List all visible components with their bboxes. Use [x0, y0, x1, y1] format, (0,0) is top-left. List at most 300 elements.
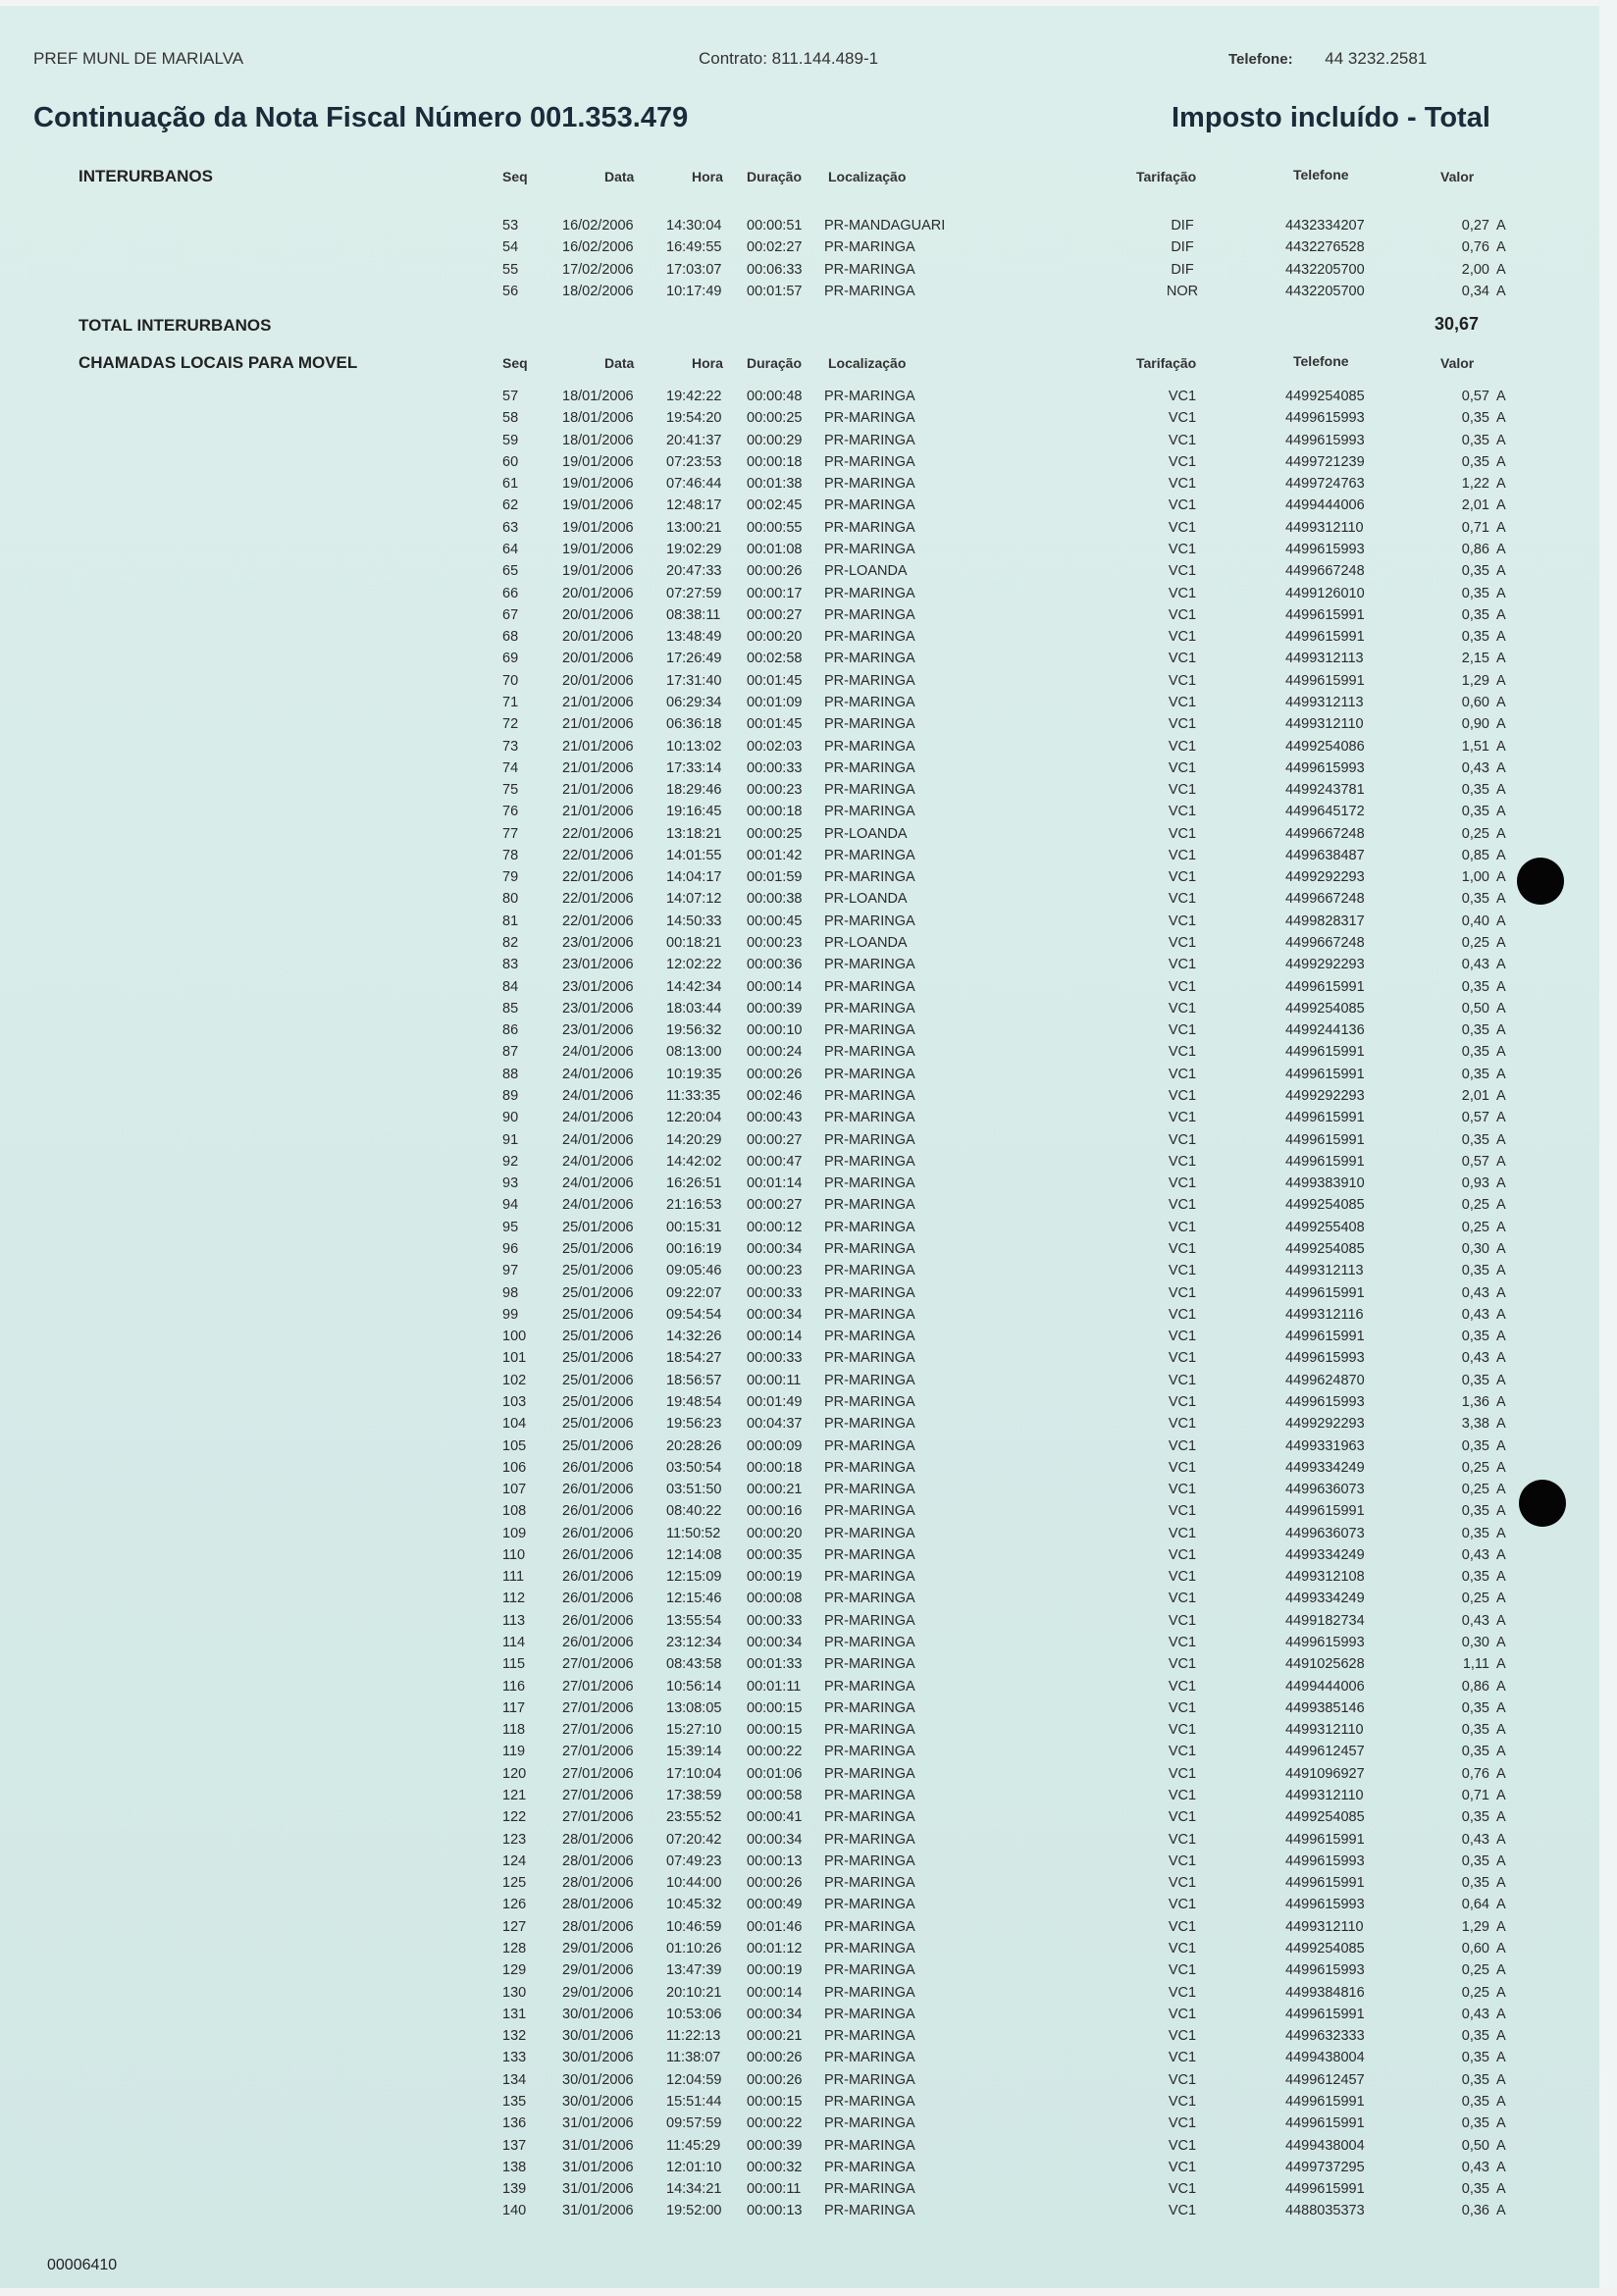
cell-date: 24/01/2006 [562, 1088, 634, 1104]
cell-value: 0,35 [1461, 1722, 1489, 1739]
cell-flag: A [1496, 563, 1506, 580]
cell-date: 18/01/2006 [562, 389, 634, 404]
cell-time: 20:47:33 [666, 563, 722, 580]
cell-tariff: VC1 [1168, 2203, 1197, 2219]
cell-phone: 4499724763 [1285, 476, 1365, 493]
cell-location: PR-MARINGA [824, 1525, 915, 1541]
cell-flag: A [1496, 1831, 1506, 1848]
cell-value: 0,93 [1461, 1175, 1489, 1192]
cell-duration: 00:00:15 [747, 2093, 803, 2110]
cell-flag: A [1496, 1022, 1506, 1039]
cell-value: 0,35 [1461, 2093, 1489, 2110]
table-row [0, 713, 1617, 735]
cell-value: 0,35 [1461, 1525, 1489, 1541]
table-row [0, 1544, 1617, 1566]
cell-tariff: VC1 [1168, 1765, 1197, 1782]
cell-time: 11:33:35 [666, 1088, 721, 1104]
cell-value: 0,35 [1461, 1875, 1489, 1892]
cell-tariff: VC1 [1168, 1852, 1197, 1869]
cell-seq: 71 [502, 694, 519, 710]
col-duration: Duração [747, 355, 803, 371]
cell-seq: 56 [502, 283, 519, 299]
cell-tariff: NOR [1166, 283, 1199, 299]
table-row [0, 1938, 1617, 1959]
cell-flag: A [1496, 935, 1506, 952]
cell-flag: A [1496, 847, 1506, 863]
cell-location: PR-MANDAGUARI [824, 218, 946, 234]
cell-phone: 4499615991 [1285, 1831, 1365, 1848]
cell-value: 0,60 [1461, 1940, 1489, 1957]
cell-date: 28/01/2006 [562, 1897, 634, 1913]
table-row [0, 215, 1617, 236]
cell-seq: 116 [502, 1678, 526, 1695]
cell-flag: A [1496, 1350, 1506, 1367]
cell-value: 3,38 [1461, 1416, 1489, 1433]
cell-seq: 130 [502, 1984, 527, 2001]
col-value: Valor [1440, 169, 1475, 184]
cell-duration: 00:00:19 [747, 1962, 803, 1979]
cell-phone: 4499638487 [1285, 847, 1365, 863]
cell-seq: 115 [502, 1656, 526, 1673]
cell-tariff: VC1 [1168, 782, 1197, 799]
cell-flag: A [1496, 804, 1506, 820]
cell-value: 0,50 [1461, 1000, 1489, 1017]
cell-value: 1,11 [1462, 1656, 1489, 1673]
cell-phone: 4499444006 [1285, 1678, 1365, 1695]
cell-value: 0,86 [1461, 1678, 1489, 1695]
cell-location: PR-MARINGA [824, 606, 915, 623]
cell-location: PR-MARINGA [824, 672, 915, 689]
cell-location: PR-MARINGA [824, 1744, 915, 1760]
cell-date: 19/01/2006 [562, 476, 634, 493]
cell-location: PR-LOANDA [824, 935, 908, 952]
cell-phone: 4499331963 [1285, 1437, 1365, 1454]
cell-phone: 4499312110 [1285, 716, 1364, 733]
cell-value: 0,35 [1461, 1066, 1489, 1082]
table-row [0, 648, 1617, 669]
cell-duration: 00:00:10 [747, 1022, 803, 1039]
cell-tariff: VC1 [1168, 1000, 1197, 1017]
locais-movel-table [0, 386, 1617, 2222]
cell-time: 21:16:53 [666, 1197, 722, 1214]
cell-flag: A [1496, 1962, 1506, 1979]
cell-value: 0,43 [1461, 957, 1489, 973]
cell-duration: 00:00:33 [747, 1284, 803, 1301]
cell-time: 11:45:29 [666, 2137, 721, 2154]
cell-flag: A [1496, 2071, 1506, 2088]
cell-date: 26/01/2006 [562, 1591, 634, 1607]
cell-seq: 75 [502, 782, 519, 799]
cell-flag: A [1496, 519, 1506, 536]
cell-time: 17:38:59 [666, 1788, 722, 1803]
cell-flag: A [1496, 1219, 1506, 1235]
table-row [0, 1785, 1617, 1806]
cell-value: 0,64 [1461, 1897, 1489, 1913]
col-seq: Seq [502, 355, 528, 371]
cell-tariff: VC1 [1168, 672, 1197, 689]
cell-tariff: VC1 [1168, 738, 1197, 755]
table-row [0, 1238, 1617, 1260]
table-row [0, 430, 1617, 451]
table-row [0, 888, 1617, 910]
cell-seq: 54 [502, 239, 519, 256]
cell-time: 07:23:53 [666, 453, 722, 470]
cell-time: 10:45:32 [666, 1897, 722, 1913]
cell-location: PR-MARINGA [824, 1984, 915, 2001]
cell-date: 24/01/2006 [562, 1044, 634, 1061]
cell-tariff: VC1 [1168, 1284, 1197, 1301]
col-tariff: Tarifação [1136, 169, 1197, 184]
cell-flag: A [1496, 1482, 1506, 1498]
cell-duration: 00:02:46 [747, 1088, 803, 1104]
cell-location: PR-MARINGA [824, 847, 915, 863]
cell-time: 19:42:22 [666, 389, 722, 404]
cell-date: 31/01/2006 [562, 2159, 634, 2175]
cell-value: 0,43 [1461, 2006, 1489, 2022]
cell-phone: 4499636073 [1285, 1525, 1365, 1541]
table-row [0, 1806, 1617, 1828]
cell-duration: 00:00:23 [747, 1263, 803, 1279]
cell-duration: 00:00:49 [747, 1897, 803, 1913]
cell-time: 12:15:09 [666, 1569, 722, 1586]
cell-seq: 79 [502, 869, 519, 886]
table-row [0, 1894, 1617, 1915]
cell-seq: 97 [502, 1263, 519, 1279]
cell-seq: 53 [502, 218, 519, 234]
cell-flag: A [1496, 497, 1506, 514]
cell-seq: 96 [502, 1240, 519, 1257]
cell-time: 13:00:21 [666, 519, 722, 536]
cell-value: 0,35 [1461, 1852, 1489, 1869]
cell-duration: 00:00:09 [747, 1437, 803, 1454]
cell-tariff: VC1 [1168, 1809, 1197, 1826]
cell-seq: 84 [502, 978, 519, 995]
cell-date: 19/01/2006 [562, 497, 634, 514]
cell-tariff: VC1 [1168, 2006, 1197, 2022]
cell-seq: 109 [502, 1525, 527, 1541]
cell-date: 16/02/2006 [562, 218, 634, 234]
cell-duration: 00:01:09 [747, 694, 803, 710]
cell-duration: 00:00:26 [747, 2071, 803, 2088]
cell-seq: 124 [502, 1852, 527, 1869]
col-value: Valor [1440, 355, 1475, 371]
cell-value: 0,35 [1461, 891, 1489, 908]
cell-seq: 137 [502, 2137, 527, 2154]
cell-flag: A [1496, 738, 1506, 755]
cell-value: 0,43 [1461, 2159, 1489, 2175]
cell-time: 14:34:21 [666, 2181, 722, 2198]
cell-time: 10:17:49 [666, 283, 722, 299]
cell-tariff: VC1 [1168, 2137, 1197, 2154]
cell-phone: 4499334249 [1285, 1546, 1365, 1563]
table-row [0, 1173, 1617, 1194]
cell-tariff: VC1 [1168, 651, 1197, 667]
cell-time: 13:47:39 [666, 1962, 722, 1979]
cell-time: 18:54:27 [666, 1350, 722, 1367]
cell-flag: A [1496, 1612, 1506, 1629]
cell-value: 0,35 [1461, 1131, 1489, 1148]
table-row [0, 2091, 1617, 2113]
table-row [0, 517, 1617, 539]
cell-location: PR-MARINGA [824, 1219, 915, 1235]
cell-duration: 00:00:51 [747, 218, 803, 234]
cell-tariff: VC1 [1168, 519, 1197, 536]
cell-time: 18:03:44 [666, 1000, 722, 1017]
cell-seq: 92 [502, 1153, 519, 1170]
cell-tariff: VC1 [1168, 1678, 1197, 1695]
cell-value: 0,34 [1461, 283, 1489, 299]
cell-location: PR-MARINGA [824, 2137, 915, 2154]
cell-location: PR-MARINGA [824, 1656, 915, 1673]
cell-date: 22/01/2006 [562, 869, 634, 886]
table-row [0, 2178, 1617, 2200]
cell-value: 0,35 [1461, 1699, 1489, 1716]
cell-date: 21/01/2006 [562, 804, 634, 820]
cell-location: PR-MARINGA [824, 1809, 915, 1826]
punch-hole [1517, 858, 1564, 905]
cell-seq: 112 [502, 1591, 526, 1607]
cell-duration: 00:01:45 [747, 716, 803, 733]
cell-time: 14:42:02 [666, 1153, 722, 1170]
interurbanos-table [0, 215, 1617, 302]
cell-seq: 83 [502, 957, 519, 973]
cell-date: 20/01/2006 [562, 629, 634, 646]
cell-value: 0,50 [1461, 2137, 1489, 2154]
cell-time: 06:29:34 [666, 694, 722, 710]
cell-flag: A [1496, 782, 1506, 799]
cell-time: 17:03:07 [666, 261, 722, 278]
cell-location: PR-MARINGA [824, 1284, 915, 1301]
cell-flag: A [1496, 629, 1506, 646]
cell-duration: 00:04:37 [747, 1416, 803, 1433]
cell-time: 14:20:29 [666, 1131, 722, 1148]
cell-tariff: VC1 [1168, 476, 1197, 493]
cell-value: 0,35 [1461, 563, 1489, 580]
cell-tariff: VC1 [1168, 410, 1197, 427]
table-row [0, 1260, 1617, 1281]
cell-time: 00:18:21 [666, 935, 722, 952]
cell-phone: 4499615993 [1285, 1350, 1365, 1367]
cell-seq: 90 [502, 1110, 519, 1126]
cell-date: 26/01/2006 [562, 1459, 634, 1476]
cell-duration: 00:00:29 [747, 432, 803, 448]
table-row [0, 1457, 1617, 1479]
cell-time: 12:15:46 [666, 1591, 722, 1607]
cell-time: 19:56:32 [666, 1022, 722, 1039]
cell-flag: A [1496, 1000, 1506, 1017]
cell-time: 03:51:50 [666, 1482, 722, 1498]
cell-time: 08:40:22 [666, 1503, 722, 1520]
cell-duration: 00:00:18 [747, 1459, 803, 1476]
cell-tariff: VC1 [1168, 1197, 1197, 1214]
cell-duration: 00:00:26 [747, 2050, 803, 2066]
cell-flag: A [1496, 694, 1506, 710]
cell-phone: 4499615991 [1285, 2006, 1365, 2022]
cell-location: PR-MARINGA [824, 1831, 915, 1848]
cell-duration: 00:00:20 [747, 629, 803, 646]
cell-tariff: VC1 [1168, 1897, 1197, 1913]
cell-tariff: VC1 [1168, 957, 1197, 973]
cell-value: 0,35 [1461, 2115, 1489, 2132]
cell-date: 22/01/2006 [562, 891, 634, 908]
cell-location: PR-MARINGA [824, 1022, 915, 1039]
cell-location: PR-MARINGA [824, 1591, 915, 1607]
cell-date: 20/01/2006 [562, 585, 634, 601]
cell-value: 0,76 [1461, 1765, 1489, 1782]
table-row [0, 1959, 1617, 1981]
phone-info [1228, 49, 1427, 69]
cell-seq: 105 [502, 1437, 527, 1454]
cell-date: 21/01/2006 [562, 694, 634, 710]
cell-tariff: VC1 [1168, 1962, 1197, 1979]
table-row [0, 1829, 1617, 1851]
cell-duration: 00:00:15 [747, 1699, 803, 1716]
cell-date: 27/01/2006 [562, 1656, 634, 1673]
cell-flag: A [1496, 1459, 1506, 1476]
cell-date: 18/02/2006 [562, 283, 634, 299]
cell-location: PR-MARINGA [824, 1000, 915, 1017]
cell-time: 03:50:54 [666, 1459, 722, 1476]
cell-date: 23/01/2006 [562, 978, 634, 995]
cell-time: 07:20:42 [666, 1831, 722, 1848]
cell-phone: 4499292293 [1285, 1088, 1365, 1104]
cell-value: 2,01 [1461, 1088, 1489, 1104]
cell-duration: 00:00:41 [747, 1809, 803, 1826]
cell-phone: 4499385146 [1285, 1699, 1365, 1716]
cell-flag: A [1496, 1153, 1506, 1170]
cell-duration: 00:01:11 [747, 1678, 802, 1695]
cell-duration: 00:00:11 [747, 2181, 802, 2198]
cell-seq: 108 [502, 1503, 527, 1520]
cell-time: 17:10:04 [666, 1765, 722, 1782]
cell-location: PR-MARINGA [824, 1197, 915, 1214]
cell-location: PR-MARINGA [824, 1962, 915, 1979]
total-interurbanos-value: 30,67 [1434, 314, 1480, 334]
cell-date: 26/01/2006 [562, 1612, 634, 1629]
cell-time: 10:53:06 [666, 2006, 722, 2022]
cell-date: 26/01/2006 [562, 1546, 634, 1563]
cell-phone: 4499615991 [1285, 672, 1365, 689]
cell-flag: A [1496, 1918, 1506, 1935]
cell-date: 26/01/2006 [562, 1482, 634, 1498]
cell-location: PR-MARINGA [824, 2093, 915, 2110]
cell-duration: 00:00:38 [747, 891, 803, 908]
cell-flag: A [1496, 2028, 1506, 2045]
cell-date: 27/01/2006 [562, 1699, 634, 1716]
cell-flag: A [1496, 2181, 1506, 2198]
cell-value: 0,35 [1461, 453, 1489, 470]
contract-number: 811.144.489-1 [771, 49, 879, 68]
cell-seq: 128 [502, 1940, 527, 1957]
cell-tariff: VC1 [1168, 2115, 1197, 2132]
cell-time: 11:38:07 [666, 2050, 721, 2066]
punch-hole [1519, 1480, 1566, 1527]
cell-value: 0,35 [1461, 1022, 1489, 1039]
cell-flag: A [1496, 1437, 1506, 1454]
cell-location: PR-MARINGA [824, 1110, 915, 1126]
cell-flag: A [1496, 978, 1506, 995]
cell-value: 1,51 [1461, 738, 1489, 755]
page-title: Continuação da Nota Fiscal Número 001.353.479 [33, 102, 689, 133]
cell-duration: 00:00:34 [747, 1831, 803, 1848]
customer-name: PREF MUNL DE MARIALVA [33, 49, 244, 68]
cell-location: PR-MARINGA [824, 716, 915, 733]
table-row [0, 757, 1617, 779]
cell-flag: A [1496, 2203, 1506, 2219]
cell-tariff: VC1 [1168, 2181, 1197, 2198]
cell-duration: 00:00:34 [747, 1635, 803, 1651]
cell-date: 27/01/2006 [562, 1809, 634, 1826]
cell-flag: A [1496, 1940, 1506, 1957]
cell-location: PR-MARINGA [824, 283, 915, 299]
cell-seq: 131 [502, 2006, 527, 2022]
cell-seq: 62 [502, 497, 519, 514]
table-row [0, 998, 1617, 1019]
cell-date: 22/01/2006 [562, 847, 634, 863]
cell-location: PR-MARINGA [824, 239, 915, 256]
table-row [0, 823, 1617, 845]
cell-duration: 00:00:21 [747, 1482, 803, 1498]
cell-tariff: VC1 [1168, 1699, 1197, 1716]
cell-date: 19/01/2006 [562, 453, 634, 470]
cell-value: 0,30 [1461, 1240, 1489, 1257]
cell-location: PR-MARINGA [824, 1329, 915, 1345]
cell-flag: A [1496, 410, 1506, 427]
cell-time: 00:15:31 [666, 1219, 722, 1235]
cell-phone: 4499615993 [1285, 1962, 1365, 1979]
cell-time: 14:01:55 [666, 847, 722, 863]
cell-date: 30/01/2006 [562, 2093, 634, 2110]
cell-value: 0,35 [1461, 606, 1489, 623]
cell-tariff: VC1 [1168, 389, 1197, 404]
cell-phone: 4499312113 [1285, 1263, 1364, 1279]
cell-time: 13:55:54 [666, 1612, 722, 1629]
table-row [0, 407, 1617, 429]
cell-tariff: VC1 [1168, 1393, 1197, 1410]
table-row [0, 281, 1617, 302]
cell-tariff: VC1 [1168, 1788, 1197, 1803]
cell-tariff: VC1 [1168, 1022, 1197, 1039]
cell-phone: 4499615993 [1285, 541, 1365, 557]
cell-location: PR-MARINGA [824, 519, 915, 536]
cell-date: 24/01/2006 [562, 1110, 634, 1126]
cell-flag: A [1496, 541, 1506, 557]
cell-location: PR-MARINGA [824, 978, 915, 995]
cell-value: 0,35 [1461, 804, 1489, 820]
col-tariff: Tarifação [1136, 355, 1197, 371]
cell-location: PR-MARINGA [824, 694, 915, 710]
cell-location: PR-MARINGA [824, 1546, 915, 1563]
cell-value: 1,36 [1461, 1393, 1489, 1410]
cell-phone: 4499667248 [1285, 563, 1365, 580]
cell-duration: 00:00:26 [747, 563, 803, 580]
cell-phone: 4499615991 [1285, 1066, 1365, 1082]
phone-number: 44 3232.2581 [1325, 49, 1428, 68]
cell-tariff: VC1 [1168, 1088, 1197, 1104]
cell-tariff: VC1 [1168, 497, 1197, 514]
cell-tariff: VC1 [1168, 2071, 1197, 2088]
cell-phone: 4432276528 [1285, 239, 1365, 256]
cell-tariff: VC1 [1168, 1329, 1197, 1345]
cell-date: 28/01/2006 [562, 1852, 634, 1869]
cell-time: 14:07:12 [666, 891, 722, 908]
cell-date: 21/01/2006 [562, 782, 634, 799]
cell-tariff: VC1 [1168, 1503, 1197, 1520]
cell-duration: 00:00:27 [747, 1197, 803, 1214]
table-row [0, 1851, 1617, 1872]
cell-phone: 4499312113 [1285, 651, 1364, 667]
cell-time: 12:04:59 [666, 2071, 722, 2088]
